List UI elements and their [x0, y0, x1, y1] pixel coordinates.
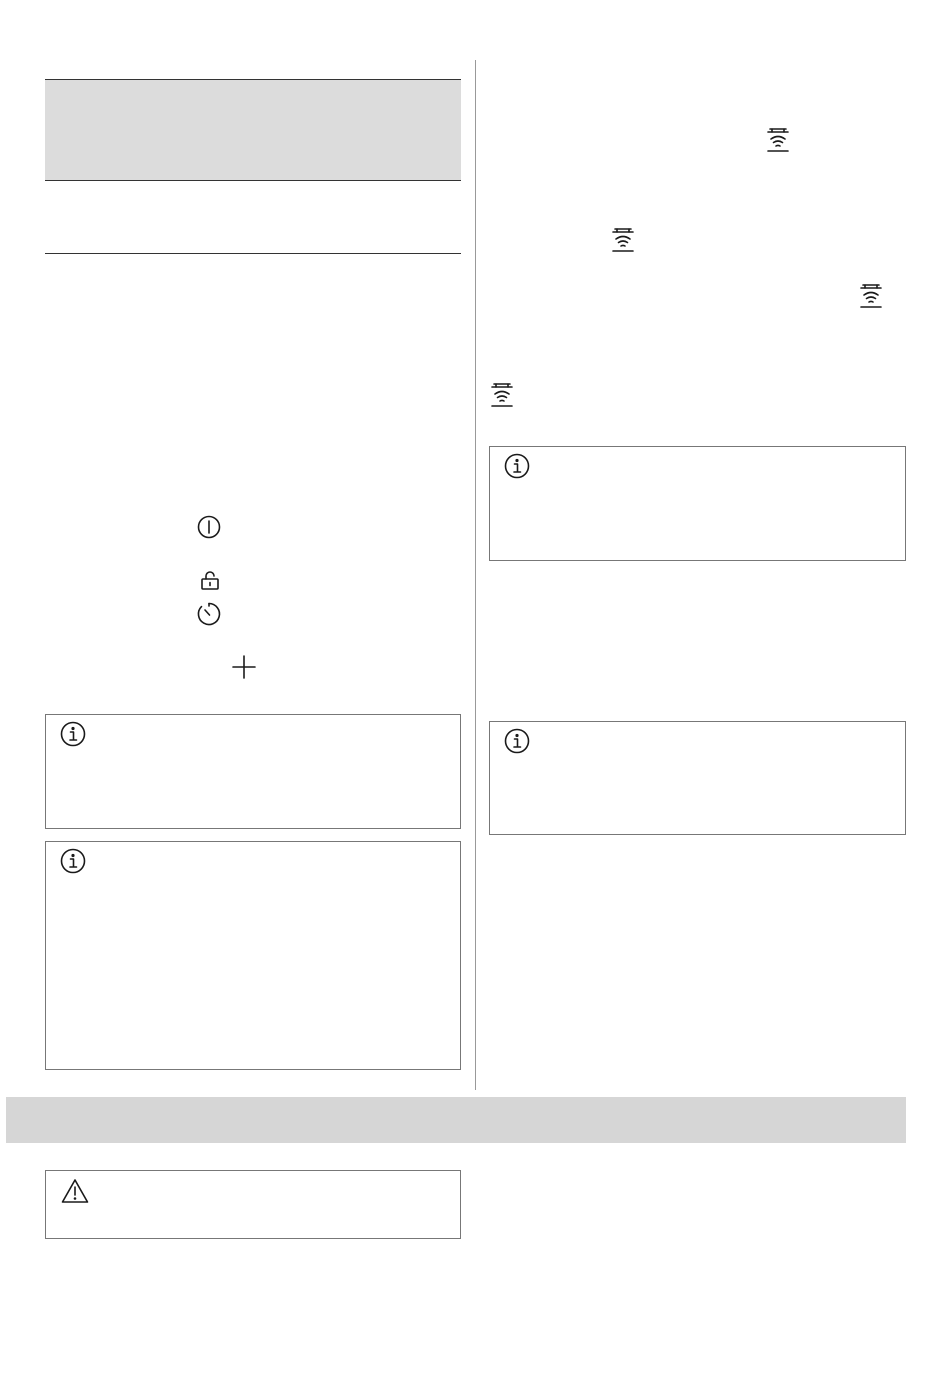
- info-note-box: [489, 446, 906, 561]
- info-note-box: [45, 841, 461, 1070]
- timer-icon: [196, 601, 222, 627]
- hob2hood-icon: [764, 126, 792, 154]
- warning-note-box: [45, 1170, 461, 1239]
- info-icon: [504, 728, 530, 754]
- plus-icon: [231, 654, 257, 680]
- row-divider: [45, 253, 461, 254]
- info-note-box: [45, 714, 461, 829]
- power-icon: [196, 514, 222, 540]
- left-header-block: [45, 79, 461, 181]
- hob2hood-icon: [488, 381, 516, 409]
- info-icon: [60, 848, 86, 874]
- hob2hood-icon: [609, 226, 637, 254]
- info-note-box: [489, 721, 906, 835]
- header-divider: [45, 180, 461, 181]
- warning-triangle-icon: [60, 1177, 90, 1205]
- lock-icon: [199, 569, 221, 591]
- section-header-band: [6, 1097, 906, 1143]
- column-separator: [475, 60, 476, 1090]
- info-icon: [504, 453, 530, 479]
- info-icon: [60, 721, 86, 747]
- hob2hood-icon: [857, 282, 885, 310]
